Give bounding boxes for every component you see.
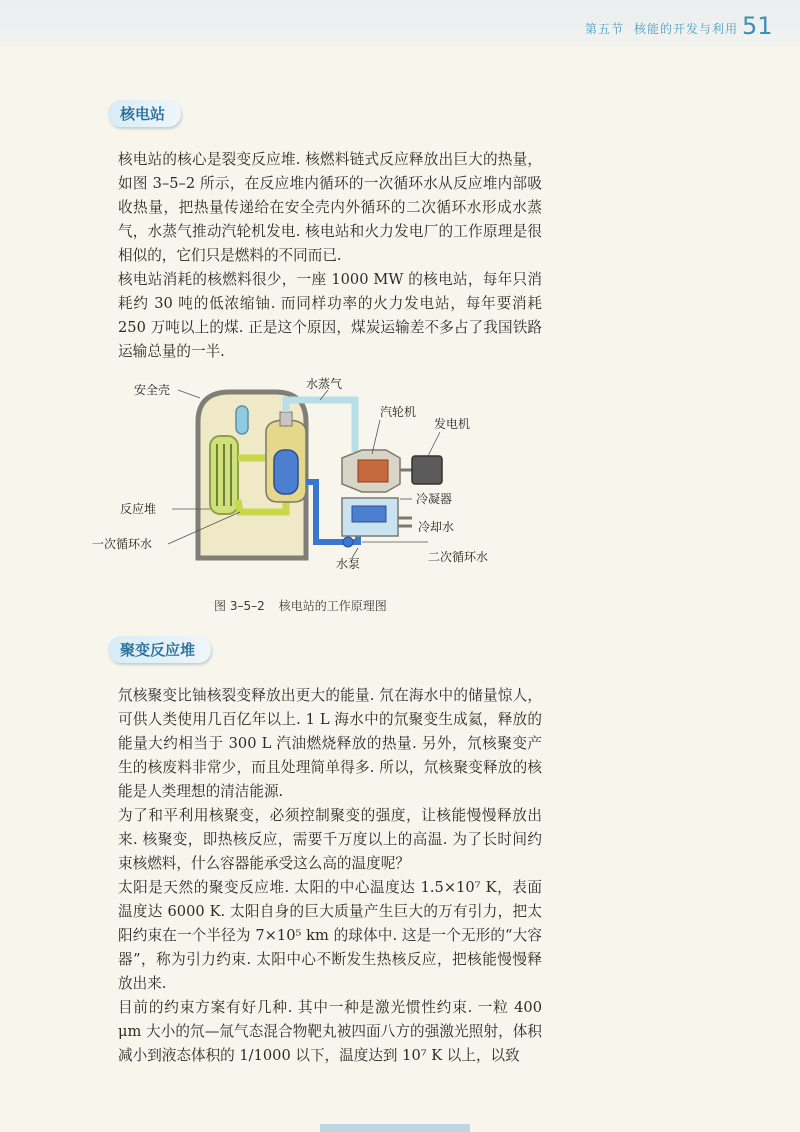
page-number: 51 — [742, 12, 773, 40]
label-secondary-loop: 二次循环水 — [428, 550, 489, 564]
section-title-nuclear-plant: 核电站 — [108, 100, 181, 127]
paragraph: 目前的约束方案有好几种. 其中一种是激光惯性约束. 一粒 400 μm 大小的氘—氚气态混合物靶丸被四面八方的强激光照射，体积减小到液态体积的 1/1000 以下，温度达到 10⁷ K 以上，以致 — [118, 999, 542, 1064]
paragraph: 核电站的核心是裂变反应堆. 核燃料链式反应释放出巨大的热量，如图 3–5–2 所示，在反应堆内循环的一次循环水从反应堆内部吸收热量，把热量传递给在安全壳内外循环的二次循环水形成水蒸气，水蒸气推动汽轮机发电. 核电站和火力发电厂的工作原理是很相似的，它们只是燃料的不同而已. — [118, 151, 542, 264]
paragraph: 氘核聚变比铀核裂变释放出更大的能量. 氘在海水中的储量惊人，可供人类使用几百亿年以上. 1 L 海水中的氘聚变生成氦，释放的能量大约相当于 300 L 汽油燃烧释放的热量. 另外，氘核聚变产生的核废料非常少，而且处理简单得多. 所以，氘核聚变释放的核能是人类理想的清洁能源. — [118, 687, 542, 800]
label-condenser: 冷凝器 — [416, 492, 453, 506]
header-section-label: 第五节 — [585, 22, 625, 36]
generator — [412, 456, 442, 484]
bottom-decoration — [320, 1124, 470, 1132]
label-reactor: 反应堆 — [120, 502, 157, 516]
paragraph: 太阳是天然的聚变反应堆. 太阳的中心温度达 1.5×10⁷ K，表面温度达 6000 K. 太阳自身的巨大质量产生巨大的万有引力，把太阳约束在一个半径为 7×10⁵ km 的球体中. 这是一个无形的“大容器”，称为引力约束. 太阳中心不断发生热核反应，把核能慢慢释放出来. — [118, 879, 542, 992]
figure-caption — [214, 597, 401, 614]
paragraph: 为了和平利用核聚变，必须控制聚变的强度，让核能慢慢释放出来. 核聚变，即热核反应，需要千万度以上的高温. 为了长时间约束核燃料，什么容器能承受这么高的温度呢？ — [118, 807, 542, 872]
label-pump: 水泵 — [336, 557, 361, 571]
pressurizer — [236, 406, 248, 434]
nuclear-plant-diagram — [90, 372, 520, 582]
pump — [343, 537, 353, 547]
label-primary-loop: 一次循环水 — [92, 537, 153, 551]
caption-number: 图 3–5–2 — [214, 599, 265, 613]
label-steam: 水蒸气 — [306, 377, 343, 391]
label-containment: 安全壳 — [134, 383, 171, 397]
section-title-fusion-reactor: 聚变反应堆 — [108, 636, 211, 663]
label-generator: 发电机 — [434, 417, 471, 431]
caption-text: 核电站的工作原理图 — [278, 599, 387, 613]
running-header-text — [585, 20, 748, 37]
label-cooling-water: 冷却水 — [418, 520, 455, 534]
header-section-title: 核能的开发与利用 — [634, 22, 739, 36]
paragraph: 核电站消耗的核燃料很少，一座 1000 MW 的核电站，每年只消耗约 30 吨的低浓缩铀. 而同样功率的火力发电站，每年要消耗 250 万吨以上的煤. 正是这个原因，煤炭运输差不多占了我国铁路运输总量的一半. — [118, 271, 542, 360]
label-turbine: 汽轮机 — [380, 405, 417, 419]
